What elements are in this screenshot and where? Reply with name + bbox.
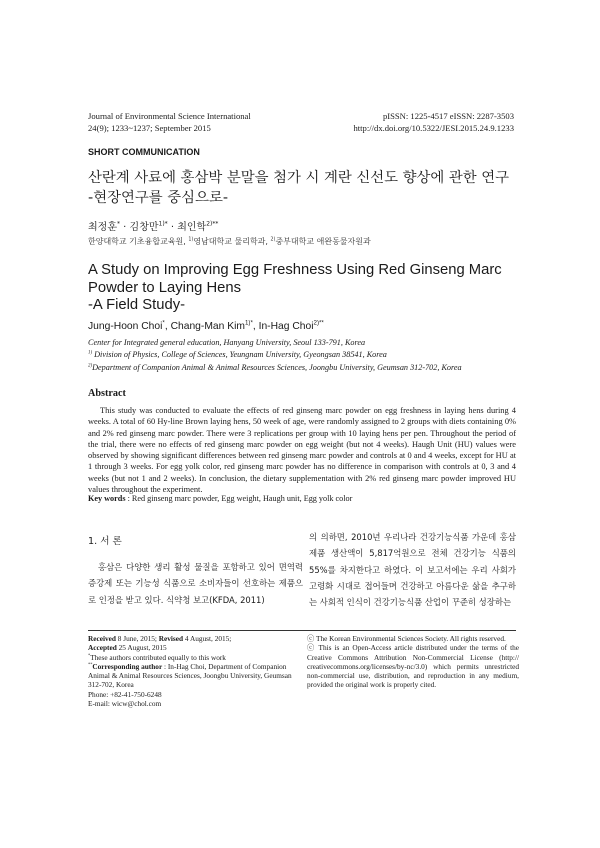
volume-info: 24(9); 1233~1237; September 2015 xyxy=(88,123,211,133)
intro-column-2: 의 의하면, 2010년 우리나라 건강기능식품 가운데 홍삼제품 생산액이 5,817억원으로 전체 건강기능 식품의 55%를 차지한다고 하였다. 이 보고서에는 우리 사회가 고령화 시대로 접어들며 건강하고 아름다운 삶을 추구하는 사회적 인식이 건강기능식품 산업이 꾸준히 성장하는 xyxy=(309,532,516,608)
footer-divider xyxy=(88,630,516,631)
author-mark: 2)** xyxy=(206,220,219,228)
journal-name: Journal of Environmental Science International xyxy=(88,111,251,121)
author-mark: 2)** xyxy=(313,319,324,327)
dates-line-2 xyxy=(88,643,298,652)
abstract-heading: Abstract xyxy=(88,388,126,399)
keywords-text: : Red ginseng marc powder, Egg weight, Haugh unit, Egg yolk color xyxy=(125,494,353,503)
abstract-text: This study was conducted to evaluate the effects of red ginseng marc powder on egg freshness in laying hens during 4 weeks. A total of 60 Hy-line Brown laying hens, 50 week of age, were randomly assigned to 2 groups with diets containing 0% and 2% red ginseng marc powder. There were 3 replications per group with 10 laying hens per pen. Throughout the period of the trial, there were no effects of red ginseng marc powder on egg weight (but not 4 weeks). Haugh Unit (HU) values were observed by showing significant differences between red ginseng marc powder and controls at 0 and 4 weeks, except for HU at 1 through 3 weeks. For egg yolk color, red ginseng marc powder has no difference in comparison with controls at 0, 3 and 4 weeks (but not 1 and 2 weeks). In conclusion, the dietary supplementation with 2% red ginseng marc powder improved HU values throughout the experiment. xyxy=(88,406,516,495)
equal-note-text: These authors contributed equally to this work xyxy=(90,652,226,662)
korean-affil-a: 한양대학교 기초융합교육원, xyxy=(88,237,189,246)
english-title-line2: Powder to Laying Hens xyxy=(88,279,241,296)
english-author-2: Chang-Man Kim xyxy=(170,321,245,332)
english-affil-2 xyxy=(88,350,528,359)
korean-affiliations xyxy=(88,236,371,247)
section-label: SHORT COMMUNICATION xyxy=(88,147,200,157)
english-affil-2-text: Division of Physics, College of Sciences, Yeungnam University, Gyeongsan 38541, Korea xyxy=(92,350,387,359)
corr-text: : In-Hag Choi, Department of Companion Animal & Animal Resources Sciences, Joongbu University, Geumsan 312-702, Korea xyxy=(88,661,292,690)
author-mark: * xyxy=(116,220,120,228)
phone: Phone: +82-41-750-6248 xyxy=(88,689,162,699)
revised-date: 4 August, 2015; xyxy=(183,634,232,643)
affil-mark: 2) xyxy=(88,363,93,369)
intro-column-1: 홍삼은 다양한 생리 활성 물질을 포함하고 있어 면역력 증강제 또는 기능성 식품으로 소비자들이 선호하는 제품으로 인정을 받고 있다. 식약청 보고(KFDA, 2011) xyxy=(88,562,303,605)
english-title-line3: -A Field Study- xyxy=(88,297,186,313)
korean-title-line2: -현장연구를 중심으로- xyxy=(88,190,229,206)
received-label: Received xyxy=(88,634,116,643)
note-mark: ** xyxy=(88,661,93,667)
author-separator: , xyxy=(252,321,259,332)
author-mark: 1)* xyxy=(244,319,253,327)
equal-contribution-note xyxy=(88,653,298,662)
copyright-note: ⓒ The Korean Environmental Sciences Society. All rights reserved. xyxy=(307,634,506,643)
korean-author-3: 최인학 xyxy=(177,222,207,233)
english-affil-3 xyxy=(88,363,528,372)
footer-license xyxy=(307,634,519,690)
english-author-3: In-Hag Choi xyxy=(258,321,314,332)
english-authors xyxy=(88,321,324,332)
note-mark: * xyxy=(88,652,91,658)
affil-mark: 1) xyxy=(188,237,194,243)
issn-text: pISSN: 1225-4517 eISSN: 2287-3503 xyxy=(382,111,514,121)
english-author-1: Jung-Hoon Choi xyxy=(88,321,163,332)
korean-author-1: 최정훈 xyxy=(88,222,117,233)
intro-heading: 1. 서 론 xyxy=(88,536,122,547)
korean-title-line1: 산란계 사료에 홍삼박 분말을 첨가 시 계란 신선도 향상에 관한 연구 xyxy=(88,170,510,186)
english-title-line1: A Study on Improving Egg Freshness Using Red Ginseng Marc xyxy=(88,262,502,278)
corr-label: Corresponding author xyxy=(92,661,163,671)
author-separator: · xyxy=(119,222,130,233)
email[interactable]: E-mail: wicw@chol.com xyxy=(88,699,162,709)
revised-label: Revised xyxy=(158,634,184,643)
author-mark: 1)* xyxy=(158,220,168,228)
accepted-date: 25 August, 2015 xyxy=(116,643,167,653)
author-mark: * xyxy=(162,319,165,327)
license-note: ⓒ This is an Open-Access article distributed under the terms of the Creative Commons Attribution Non-Commercial License (http:// creativecommons.org/licenses/by-nc/3.0) which permits unrestricted non-commercial use, distribution, and reproduction in any medium, provided the original work is properly cited. xyxy=(307,643,519,690)
korean-authors xyxy=(88,218,218,233)
issn-header xyxy=(254,110,514,134)
author-separator: · xyxy=(167,222,178,233)
accepted-label: Accepted xyxy=(88,643,117,653)
keywords-label: Key words xyxy=(88,494,126,503)
dates-line-1 xyxy=(88,634,298,643)
english-title xyxy=(88,262,528,315)
keywords xyxy=(88,494,518,503)
korean-title xyxy=(88,168,528,208)
doi-link[interactable]: http://dx.doi.org/10.5322/JESI.2015.24.9.1233 xyxy=(353,123,514,133)
received-date: 8 June, 2015; xyxy=(115,634,159,643)
footer-article-info xyxy=(88,634,298,708)
korean-affil-b: 영남대학교 물리학과, xyxy=(193,237,271,246)
english-affil-3-text: Department of Companion Animal & Animal Resources Sciences, Joongbu University, Geumsan 312-702, Korea xyxy=(92,363,462,372)
korean-affil-c: 중부대학교 애완동물자원과 xyxy=(275,237,371,246)
english-affil-1: Center for Integrated general education, Hanyang University, Seoul 133-791, Korea xyxy=(88,338,366,347)
affil-mark: 1) xyxy=(88,350,93,356)
corresponding-author xyxy=(88,662,298,690)
affil-mark: 2) xyxy=(270,237,276,243)
korean-author-2: 김창만 xyxy=(129,222,159,233)
author-separator: , xyxy=(164,321,171,332)
